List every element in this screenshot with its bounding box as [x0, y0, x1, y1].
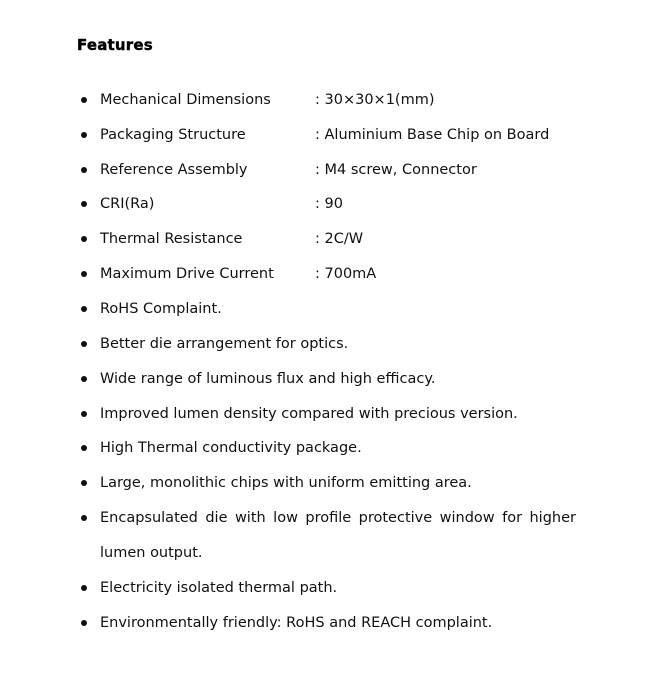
bullet-icon — [81, 585, 87, 591]
spec-value: : 700mA — [315, 266, 377, 282]
bullet-icon — [81, 201, 87, 207]
feature-text: Improved lumen density compared with precious version. — [100, 406, 518, 422]
feature-text: High Thermal conductivity package. — [100, 440, 362, 456]
word: low — [273, 510, 298, 526]
list-item — [0, 611, 664, 635]
bullet-icon — [81, 306, 87, 312]
bullet-icon — [81, 480, 87, 486]
bullet-icon — [81, 411, 87, 417]
list-item — [0, 123, 664, 147]
bullet-icon — [81, 132, 87, 138]
spec-label: Thermal Resistance — [100, 231, 243, 247]
bullet-icon — [81, 445, 87, 451]
word: die — [205, 510, 228, 526]
word: higher — [529, 510, 576, 526]
spec-value: : M4 screw, Connector — [315, 162, 477, 178]
spec-value: : Aluminium Base Chip on Board — [315, 127, 550, 143]
word: window — [439, 510, 495, 526]
bullet-icon — [81, 620, 87, 626]
spec-label: Maximum Drive Current — [100, 266, 274, 282]
features-heading: Features — [77, 36, 153, 54]
list-item — [0, 158, 664, 182]
bullet-icon — [81, 236, 87, 242]
bullet-icon — [81, 341, 87, 347]
list-item — [0, 88, 664, 112]
list-item — [0, 332, 664, 356]
spec-value: : 30×30×1(mm) — [315, 92, 435, 108]
feature-text: RoHS Complaint. — [100, 301, 222, 317]
spec-value: : 90 — [315, 196, 343, 212]
list-item — [0, 297, 664, 321]
word: with — [234, 510, 266, 526]
bullet-icon — [81, 376, 87, 382]
feature-text: Environmentally friendly: RoHS and REACH complaint. — [100, 615, 493, 631]
list-item — [0, 262, 664, 286]
spec-label: CRI(Ra) — [100, 196, 155, 212]
feature-text-line-1 — [100, 506, 576, 530]
list-item — [0, 576, 664, 600]
word: Encapsulated — [100, 510, 198, 526]
list-item — [0, 436, 664, 460]
feature-text-line-2: lumen output. — [100, 545, 203, 561]
spec-label: Reference Assembly — [100, 162, 248, 178]
word: profile — [305, 510, 352, 526]
word: for — [502, 510, 523, 526]
list-item — [0, 506, 664, 566]
feature-text: Better die arrangement for optics. — [100, 336, 349, 352]
spec-label: Packaging Structure — [100, 127, 246, 143]
list-item — [0, 192, 664, 216]
spec-value: : 2C/W — [315, 231, 364, 247]
bullet-icon — [81, 515, 87, 521]
bullet-icon — [81, 271, 87, 277]
list-item — [0, 402, 664, 426]
feature-text: Electricity isolated thermal path. — [100, 580, 338, 596]
list-item — [0, 367, 664, 391]
feature-text: Large, monolithic chips with uniform emitting area. — [100, 475, 472, 491]
feature-text: Wide range of luminous flux and high efficacy. — [100, 371, 436, 387]
bullet-icon — [81, 167, 87, 173]
bullet-icon — [81, 97, 87, 103]
list-item — [0, 227, 664, 251]
word: protective — [358, 510, 433, 526]
spec-label: Mechanical Dimensions — [100, 92, 271, 108]
list-item — [0, 471, 664, 495]
